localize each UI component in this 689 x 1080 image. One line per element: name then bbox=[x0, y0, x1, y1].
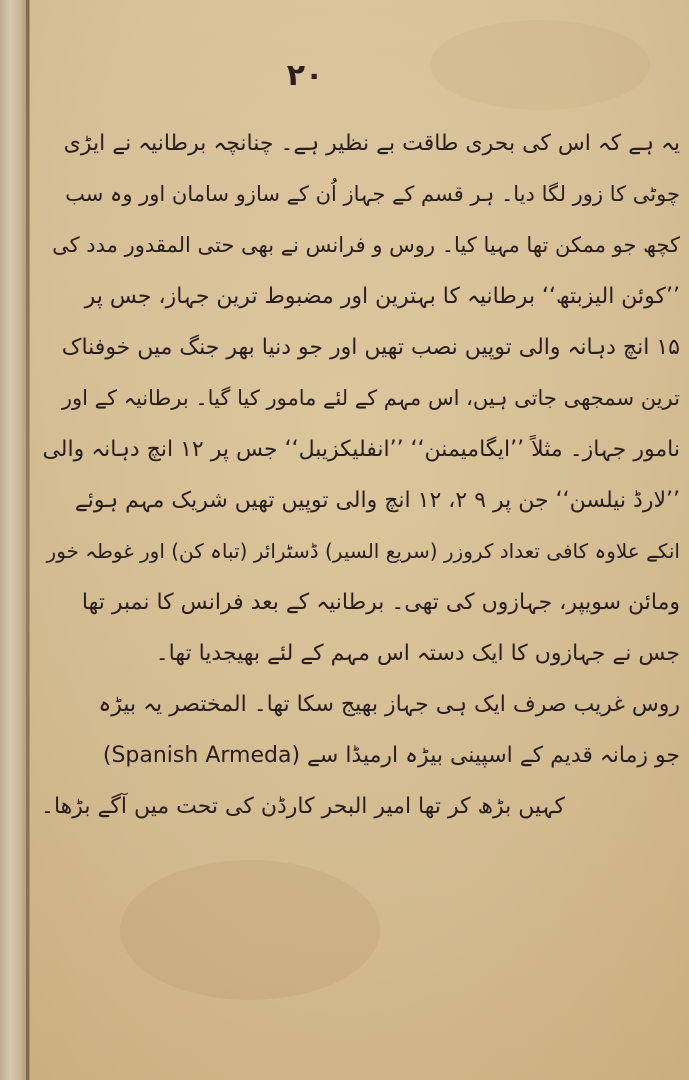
text-line: نامور جہاز۔ مثلاً ’’ایگامیمنن‘‘ ’’انفلیکزیبل‘‘ جس پر ۱۲ انچ دہانہ والی bbox=[42, 437, 680, 462]
text-line: ومائن سویپر، جہازوں کی تھی۔ برطانیہ کے بعد فرانس کا نمبر تھا bbox=[81, 590, 680, 615]
text-line: چوٹی کا زور لگا دیا۔ ہر قسم کے جہاز اُن کے سازو سامان اور وہ سب bbox=[65, 182, 680, 206]
page-number: ۲۰ bbox=[286, 58, 324, 93]
text-line: ’’لارڈ نیلسن‘‘ جن پر ۹ ۲، ۱۲ انچ والی توپیں تھیں شریک مہم ہوئے bbox=[74, 488, 680, 513]
text-line: جو زمانہ قدیم کے اسپینی بیڑہ ارمیڈا سے (Spanish Armeda) bbox=[102, 743, 680, 768]
text-line: کہیں بڑھ کر تھا امیر البحر کارڈن کی تحت میں آگے بڑھا۔ bbox=[41, 794, 565, 819]
binding-shadow bbox=[26, 0, 29, 1080]
page-body-text bbox=[40, 118, 680, 832]
text-line: روس غریب صرف ایک ہی جہاز بھیج سکا تھا۔ المختصر یہ بیڑہ bbox=[98, 692, 680, 717]
text-line: جس نے جہازوں کا ایک دستہ اس مہم کے لئے بھیجدیا تھا۔ bbox=[155, 641, 680, 666]
paper-stain bbox=[120, 860, 380, 1000]
text-line: ’’کوئن الیزبتھ‘‘ برطانیہ کا بہترین اور مضبوط ترین جہاز، جس پر bbox=[84, 284, 680, 309]
text-line: ترین سمجھی جاتی ہیں، اس مہم کے لئے مامور کیا گیا۔ برطانیہ کے اور bbox=[61, 386, 680, 410]
text-line: یہ ہے کہ اس کی بحری طاقت بے نظیر ہے۔ چنانچہ برطانیہ نے ایڑی bbox=[63, 131, 680, 156]
text-line: کچھ جو ممکن تھا مہیا کیا۔ روس و فرانس نے بھی حتی المقدور مدد کی bbox=[52, 233, 680, 257]
text-line: انکے علاوہ کافی تعداد کروزر (سریع السیر) ڈسٹرائر (تباہ کن) اور غوطہ خور bbox=[46, 539, 680, 563]
text-line: ۱۵ انچ دہانہ والی توپیں نصب تھیں اور جو دنیا بھر جنگ میں خوفناک bbox=[61, 335, 680, 360]
